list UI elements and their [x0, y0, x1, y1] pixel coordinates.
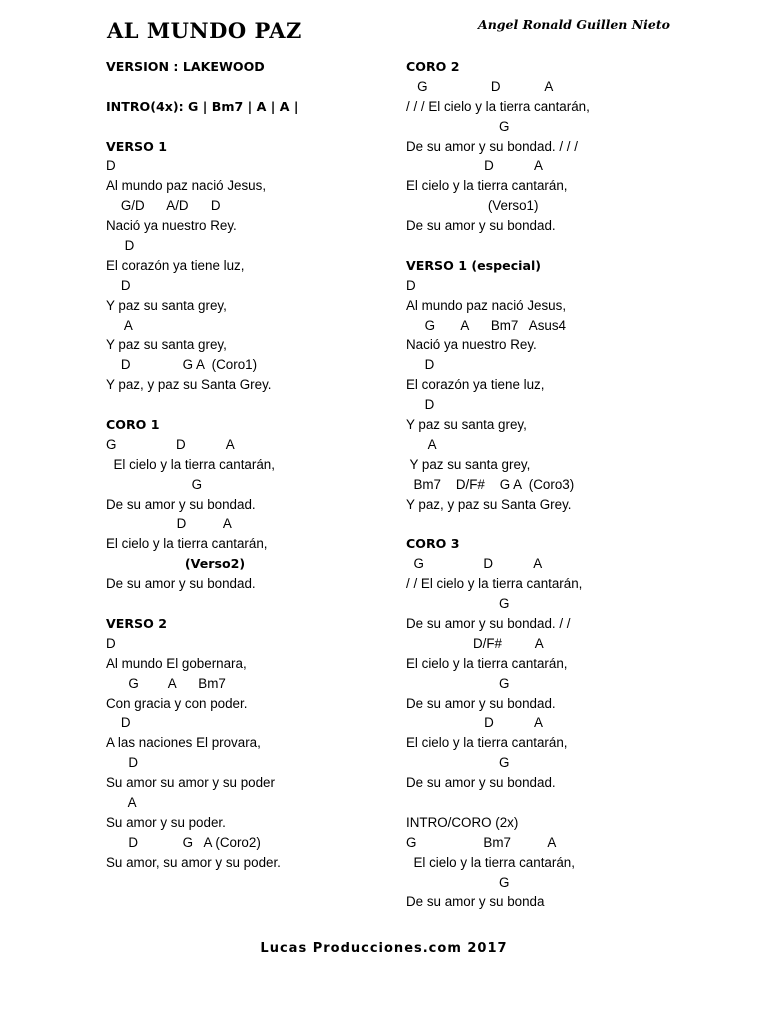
right-lyric-line: D	[406, 357, 435, 373]
left-lyric-line: Y paz, y paz su Santa Grey.	[106, 377, 272, 393]
left-lyric-line: De su amor y su bondad.	[106, 496, 256, 512]
left-lyric-line: Con gracia y con poder.	[106, 695, 248, 711]
right-column	[406, 57, 746, 912]
right-lyric-line: De su amor y su bondad. / / /	[406, 138, 578, 154]
left-lyric-line: G A Bm7	[106, 675, 226, 691]
left-section-heading: INTRO(4x): G | Bm7 | A | A |	[106, 98, 299, 114]
right-lyric-line: / / / El cielo y la tierra cantarán,	[406, 98, 590, 114]
left-lyric-line: El corazón ya tiene luz,	[106, 257, 245, 273]
left-lyric-line: D	[106, 238, 135, 254]
right-lyric-line: D/F# A	[406, 635, 544, 651]
left-blank-line	[106, 395, 446, 415]
left-lyric-line: G	[106, 476, 202, 492]
right-blank-line	[406, 236, 746, 256]
left-lyric-line: D	[106, 755, 138, 771]
right-blank-line	[406, 793, 746, 813]
right-lyric-line: El cielo y la tierra cantarán,	[406, 735, 568, 751]
right-lyric-line: De su amor y su bondad.	[406, 218, 556, 234]
right-lyric-line: Y paz, y paz su Santa Grey.	[406, 496, 572, 512]
right-blank-line	[406, 514, 746, 534]
right-section-heading: CORO 2	[406, 59, 460, 74]
right-lyric-line: De su amor y su bondad. / /	[406, 615, 571, 631]
song-title: AL MUNDO PAZ	[107, 18, 302, 43]
right-lyric-line: Bm7 D/F# G A (Coro3)	[406, 476, 575, 492]
right-lyric-line: G Bm7 A	[406, 834, 557, 850]
right-lyric-line: D A	[406, 715, 543, 731]
left-lyric-line: D G A (Coro1)	[106, 357, 258, 373]
left-lyric-line: Y paz su santa grey,	[106, 337, 227, 353]
left-lyric-line: De su amor y su bondad.	[106, 576, 256, 592]
left-lyric-line: D G A (Coro2)	[106, 834, 261, 850]
right-lyric-line: El cielo y la tierra cantarán,	[406, 655, 568, 671]
right-lyric-line: G A Bm7 Asus4	[406, 317, 567, 333]
right-lyric-line: El cielo y la tierra cantarán,	[406, 854, 575, 870]
left-lyric-line: A	[106, 317, 133, 333]
right-lyric-line: De su amor y su bondad.	[406, 695, 556, 711]
right-lyric-line: INTRO/CORO (2x)	[406, 814, 519, 830]
left-lyric-line: G/D A/D D	[106, 198, 221, 214]
left-section-heading: VERSO 1	[106, 138, 167, 154]
left-lyric-line: Nació ya nuestro Rey.	[106, 218, 237, 234]
left-section-heading: VERSION : LAKEWOOD	[106, 59, 265, 74]
left-section-heading: CORO 1	[106, 417, 160, 433]
left-lyric-line: El cielo y la tierra cantarán,	[106, 536, 268, 552]
right-lyric-line: El cielo y la tierra cantarán,	[406, 178, 568, 194]
left-lyric-line: A las naciones El provara,	[106, 735, 261, 751]
right-lyric-line: D	[406, 397, 435, 413]
right-lyric-line: G	[406, 874, 510, 890]
left-lyric-line: D	[106, 635, 116, 651]
right-section-heading: VERSO 1 (especial)	[406, 257, 542, 273]
right-lyric-line: G D A	[406, 78, 554, 94]
right-lyric-line: El corazón ya tiene luz,	[406, 377, 545, 393]
left-blank-line	[106, 117, 446, 137]
left-lyric-line: D	[106, 715, 131, 731]
left-section-heading: VERSO 2	[106, 615, 167, 631]
right-lyric-line: G	[406, 596, 510, 612]
author-name: Angel Ronald Guillen Nieto	[478, 17, 670, 32]
left-lyric-line: A	[106, 794, 137, 810]
right-lyric-line: Y paz su santa grey,	[406, 417, 527, 433]
right-lyric-line: G	[406, 118, 510, 134]
right-lyric-line: Al mundo paz nació Jesus,	[406, 297, 567, 313]
left-column	[106, 57, 446, 873]
right-lyric-line: G D A	[406, 556, 543, 572]
left-blank-line	[106, 594, 446, 614]
left-lyric-line: Al mundo paz nació Jesus,	[106, 178, 267, 194]
left-lyric-line: El cielo y la tierra cantarán,	[106, 456, 275, 472]
right-lyric-line: / / El cielo y la tierra cantarán,	[406, 576, 583, 592]
right-lyric-line: Nació ya nuestro Rey.	[406, 337, 537, 353]
left-lyric-line: Su amor y su poder.	[106, 814, 226, 830]
right-lyric-line: A	[406, 436, 437, 452]
right-lyric-line: (Verso1)	[406, 198, 539, 214]
left-lyric-line: Al mundo El gobernara,	[106, 655, 247, 671]
right-lyric-line: Y paz su santa grey,	[406, 456, 531, 472]
left-lyric-line: (Verso2)	[106, 556, 246, 572]
left-lyric-line: D	[106, 158, 116, 174]
left-lyric-line: G D A	[106, 436, 235, 452]
left-lyric-line: D A	[106, 516, 232, 532]
footer-credit: Lucas Producciones.com 2017	[260, 941, 508, 956]
right-section-heading: CORO 3	[406, 536, 460, 552]
left-blank-line	[106, 77, 446, 97]
right-lyric-line: G	[406, 675, 510, 691]
right-lyric-line: De su amor y su bonda	[406, 894, 545, 910]
right-lyric-line: D A	[406, 158, 543, 174]
left-lyric-line: D	[106, 277, 131, 293]
left-lyric-line: Y paz su santa grey,	[106, 297, 227, 313]
right-lyric-line: G	[406, 755, 510, 771]
left-lyric-line: Su amor, su amor y su poder.	[106, 854, 281, 870]
left-lyric-line: Su amor su amor y su poder	[106, 775, 275, 791]
right-lyric-line: De su amor y su bondad.	[406, 775, 556, 791]
right-lyric-line: D	[406, 277, 416, 293]
